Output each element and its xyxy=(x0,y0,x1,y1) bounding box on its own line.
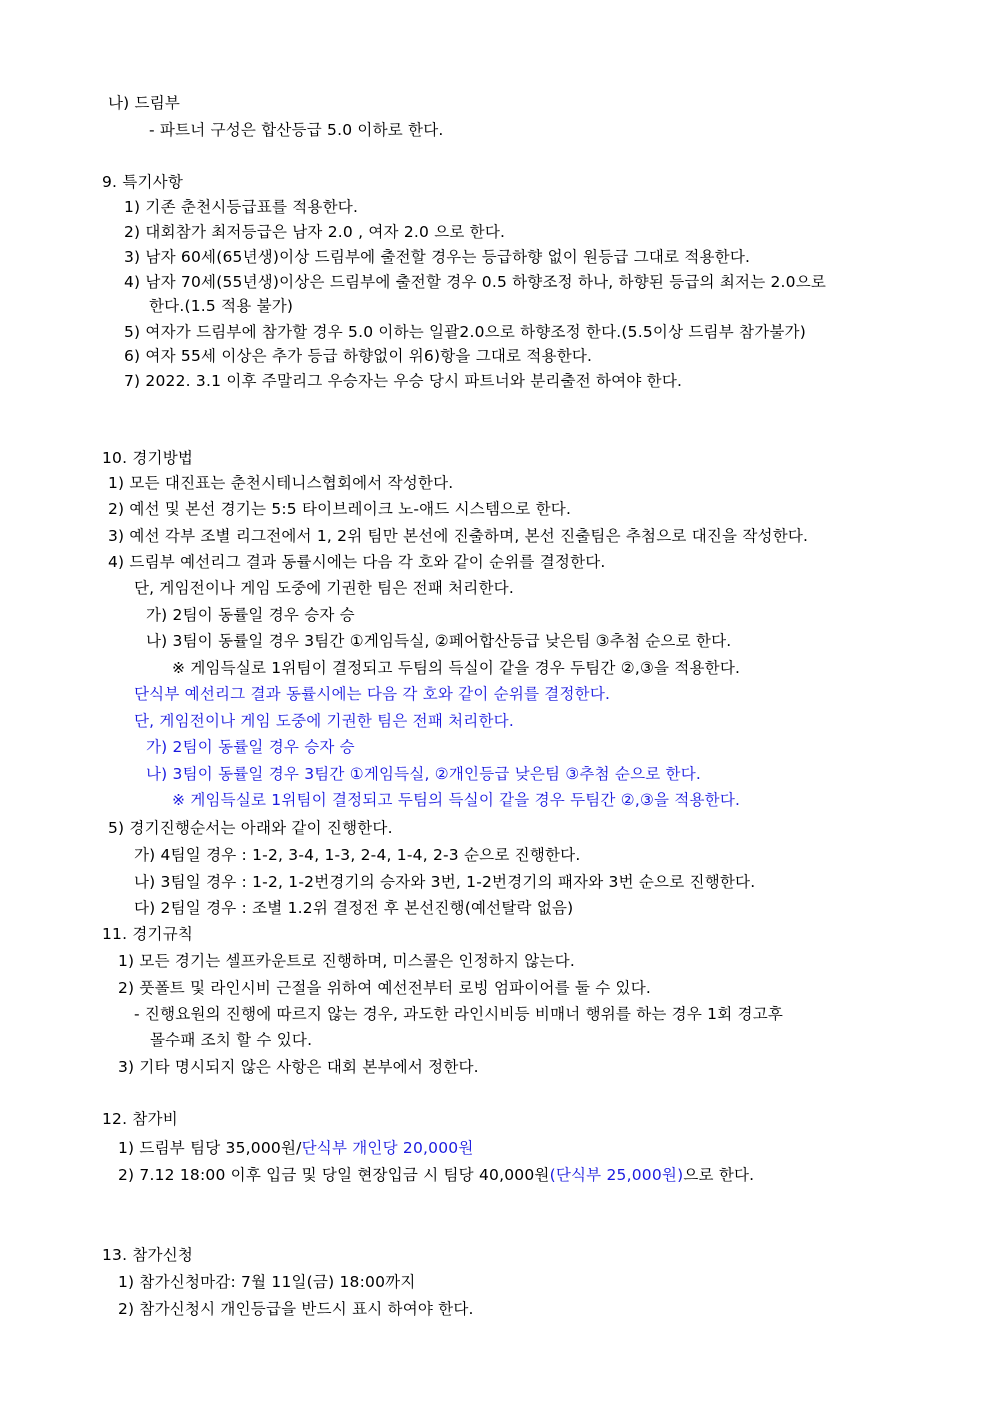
s12-late-fee: 2) 7.12 18:00 이후 입금 및 당일 현장입금 시 팀당 40,000원 xyxy=(118,1166,550,1184)
s10-note: ※ 게임득실로 1위팀이 결정되고 두팀의 득실이 같을 경우 두팀간 ②,③을 적용한다. xyxy=(172,659,741,677)
s10-singles-rule: 나) 3팀이 동률일 경우 3팀간 ①게임득실, ②개인등급 낮은팀 ③추첨 순으로 한다. xyxy=(146,765,702,783)
s12-fee-singles: 단식부 개인당 20,000원 xyxy=(301,1139,474,1157)
s11-item-cont: 몰수패 조치 할 수 있다. xyxy=(150,1031,313,1049)
s12-fee-dream: 1) 드림부 팀당 35,000원/ xyxy=(118,1139,302,1157)
s9-item: 7) 2022. 3.1 이후 주말리그 우승자는 우승 당시 파트너와 분리출전 하여야 한다. xyxy=(124,372,683,390)
s10-item: 1) 모든 대진표는 춘천시테니스협회에서 작성한다. xyxy=(108,474,454,492)
s10-item: 3) 예선 각부 조별 리그전에서 1, 2위 팀만 본선에 진출하며, 본선 진출팀은 추첨으로 대진을 작성한다. xyxy=(108,527,809,545)
s10-singles-note: ※ 게임득실로 1위팀이 결정되고 두팀의 득실이 같을 경우 두팀간 ②,③을 적용한다. xyxy=(172,791,741,809)
s10-item: 가) 4팀일 경우 : 1-2, 3-4, 1-3, 2-4, 1-4, 2-3 순으로 진행한다. xyxy=(134,846,581,864)
s10-item: 가) 2팀이 동률일 경우 승자 승 xyxy=(146,606,355,624)
section-heading-10: 10. 경기방법 xyxy=(102,449,194,467)
dream-partner-rule: - 파트너 구성은 합산등급 5.0 이하로 한다. xyxy=(149,121,444,139)
s11-item: 1) 모든 경기는 셀프카운트로 진행하며, 미스콜은 인정하지 않는다. xyxy=(118,952,575,970)
s10-item: 단, 게임전이나 게임 도중에 기권한 팀은 전패 처리한다. xyxy=(134,579,514,597)
s11-item: 2) 풋폴트 및 라인시비 근절을 위하여 예선전부터 로빙 엄파이어를 둘 수 있다. xyxy=(118,979,652,997)
s9-item-cont: 한다.(1.5 적용 불가) xyxy=(149,297,294,315)
s10-item: 다) 2팀일 경우 : 조별 1.2위 결정전 후 본선진행(예선탈락 없음) xyxy=(134,899,574,917)
s11-item: 3) 기타 명시되지 않은 사항은 대회 본부에서 정한다. xyxy=(118,1058,479,1076)
s9-item: 6) 여자 55세 이상은 추가 등급 하향없이 위6)항을 그대로 적용한다. xyxy=(124,347,593,365)
s9-item: 4) 남자 70세(55년생)이상은 드림부에 출전할 경우 0.5 하향조정 하나, 하향된 등급의 최저는 2.0으로 xyxy=(124,273,827,291)
section-heading-9: 9. 특기사항 xyxy=(102,173,184,191)
s9-item: 1) 기존 춘천시등급표를 적용한다. xyxy=(124,198,359,216)
s10-singles-rule: 가) 2팀이 동률일 경우 승자 승 xyxy=(146,738,355,756)
s12-fee-line-2 xyxy=(118,1165,754,1185)
s10-singles-rule: 단식부 예선리그 결과 동률시에는 다음 각 호와 같이 순위를 결정한다. xyxy=(134,685,611,703)
s10-item: 나) 3팀이 동률일 경우 3팀간 ①게임득실, ②페어합산등급 낮은팀 ③추첨 순으로 한다. xyxy=(146,632,732,650)
s9-item: 2) 대회참가 최저등급은 남자 2.0 , 여자 2.0 으로 한다. xyxy=(124,223,506,241)
s10-item: 2) 예선 및 본선 경기는 5:5 타이브레이크 노-애드 시스템으로 한다. xyxy=(108,500,572,518)
s13-deadline: 1) 참가신청마감: 7월 11일(금) 18:00까지 xyxy=(118,1273,416,1291)
s12-fee-line-1 xyxy=(118,1138,474,1158)
s10-item: 4) 드림부 예선리그 결과 동률시에는 다음 각 호와 같이 순위를 결정한다. xyxy=(108,553,606,571)
s10-singles-rule: 단, 게임전이나 게임 도중에 기권한 팀은 전패 처리한다. xyxy=(134,712,514,730)
section-heading-13: 13. 참가신청 xyxy=(102,1246,194,1264)
s12-late-fee-singles: (단식부 25,000원) xyxy=(549,1166,684,1184)
s9-item: 5) 여자가 드림부에 참가할 경우 5.0 이하는 일괄2.0으로 하향조정 한다.(5.5이상 드림부 참가불가) xyxy=(124,323,806,341)
section-heading-11: 11. 경기규칙 xyxy=(102,925,194,943)
s12-late-fee-end: 으로 한다. xyxy=(683,1166,755,1184)
s13-rating-note: 2) 참가신청시 개인등급을 반드시 표시 하여야 한다. xyxy=(118,1300,474,1318)
s11-item: - 진행요원의 진행에 따르지 않는 경우, 과도한 라인시비등 비매너 행위를 하는 경우 1회 경고후 xyxy=(134,1005,784,1023)
s10-item: 나) 3팀일 경우 : 1-2, 1-2번경기의 승자와 3번, 1-2번경기의 패자와 3번 순으로 진행한다. xyxy=(134,873,756,891)
section-heading-12: 12. 참가비 xyxy=(102,1110,178,1128)
section-heading-dream: 나) 드림부 xyxy=(108,94,181,112)
s9-item: 3) 남자 60세(65년생)이상 드림부에 출전할 경우는 등급하향 없이 원등급 그대로 적용한다. xyxy=(124,248,751,266)
s10-item: 5) 경기진행순서는 아래와 같이 진행한다. xyxy=(108,819,393,837)
